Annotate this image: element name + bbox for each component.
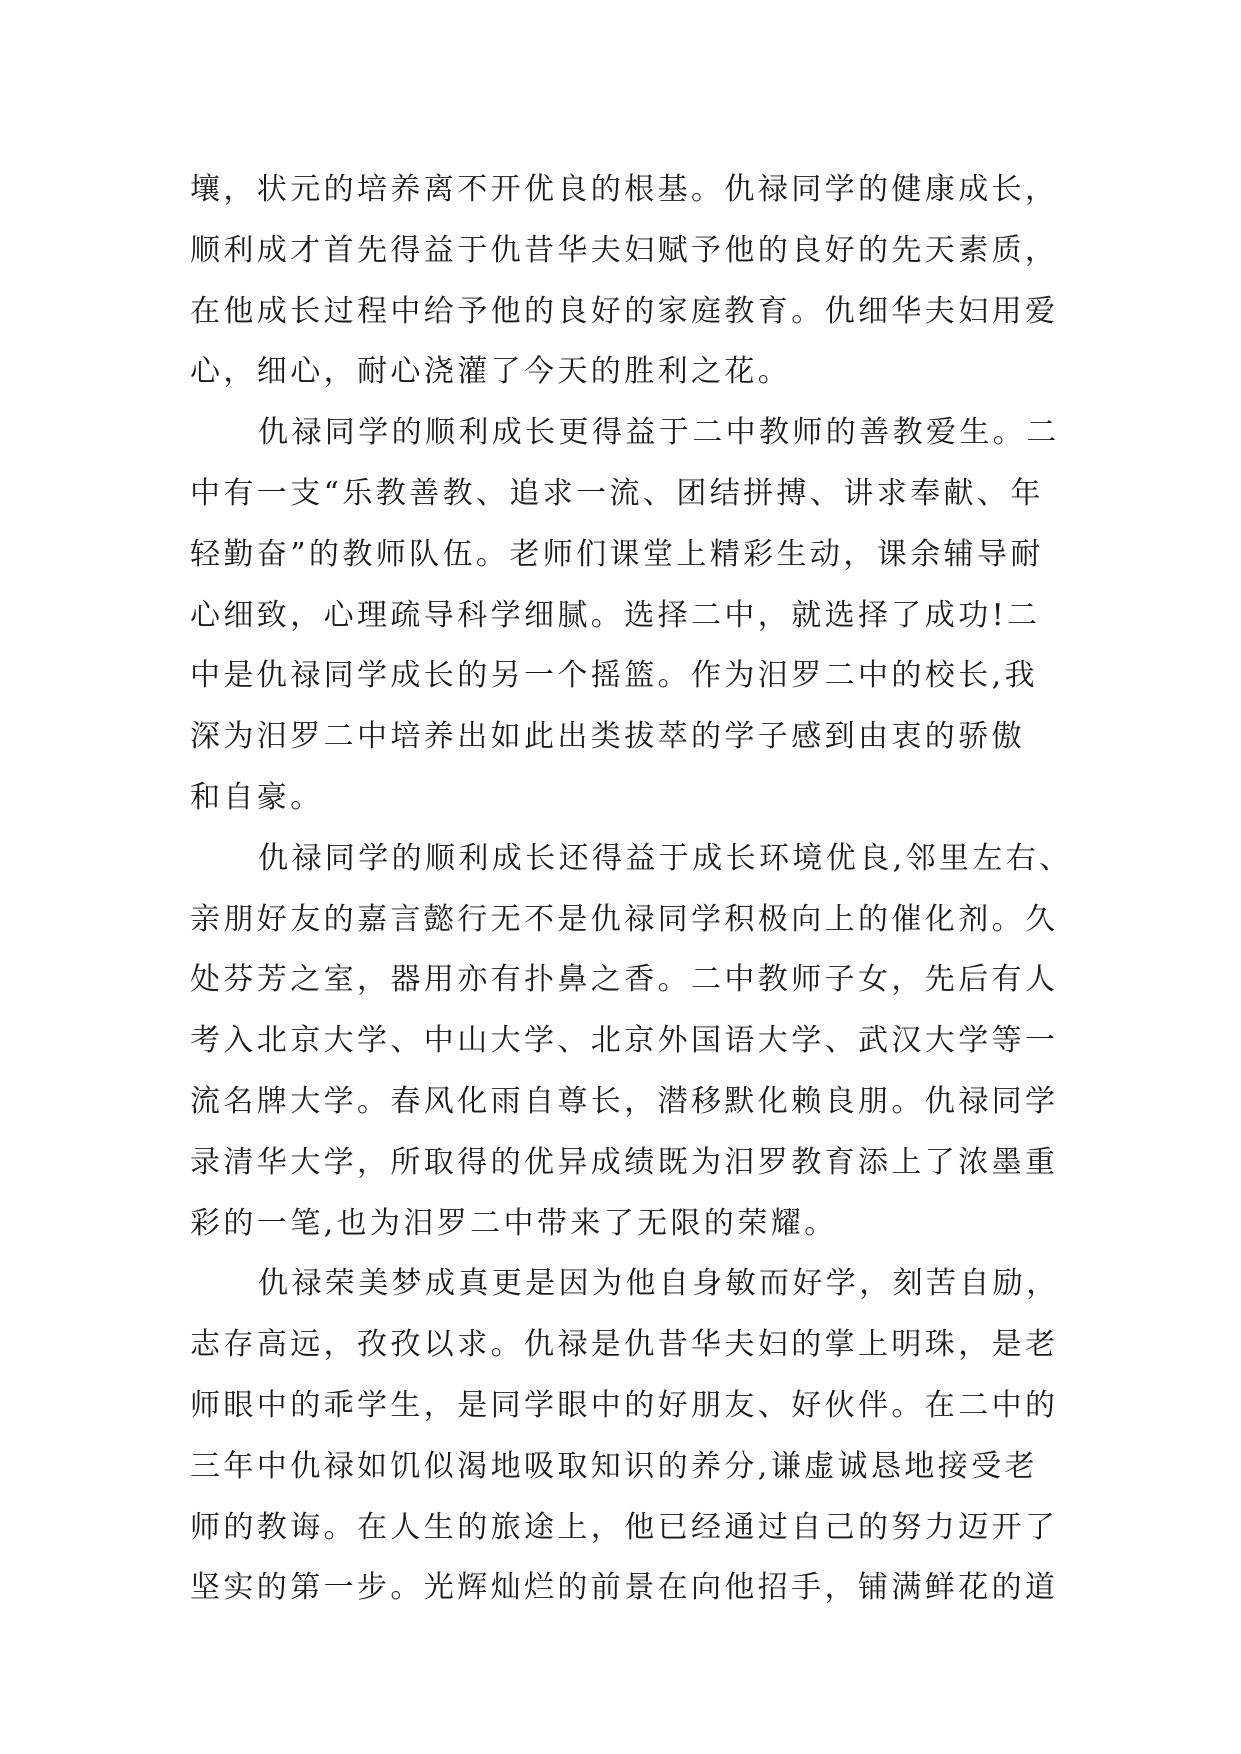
paragraph-line: 深为汨罗二中培养出如此出类拔萃的学子感到由衷的骄傲 (190, 719, 1025, 755)
paragraph-line: 流名牌大学。春风化雨自尊长，潜移默化赖良朋。仇禄同学 (190, 1083, 1059, 1119)
paragraph-line: 考入北京大学、中山大学、北京外国语大学、武汉大学等一 (190, 1023, 1059, 1059)
paragraph-line: 志存高远，孜孜以求。仇禄是仇昔华夫妇的掌上明珠，是老 (190, 1327, 1059, 1363)
paragraph-line: 亲朋好友的嘉言懿行无不是仇禄同学积极向上的催化剂。久 (190, 901, 1059, 937)
paragraph-line: 三年中仇禄如饥似渴地吸取知识的养分,谦虚诚恳地接受老 (190, 1448, 1038, 1484)
paragraph-2 (190, 403, 1070, 829)
paragraph-line: 仇禄同学的顺利成长更得益于二中教师的善教爱生。二 (258, 415, 1060, 451)
paragraph-1 (190, 160, 1070, 403)
paragraph-line: 彩的一笔,也为汨罗二中带来了无限的荣耀。 (190, 1205, 838, 1241)
paragraph-line: 师的教诲。在人生的旅途上，他已经通过自己的努力迈开了 (190, 1509, 1059, 1545)
document-body (190, 160, 1073, 1619)
paragraph-3 (190, 829, 1073, 1255)
paragraph-line: 录清华大学，所取得的优异成绩既为汨罗教育添上了浓墨重 (190, 1144, 1059, 1180)
paragraph-line: 中是仇禄同学成长的另一个摇篮。作为汨罗二中的校长,我 (190, 658, 1038, 694)
paragraph-line: 心细致，心理疏导科学细腻。选择二中，就选择了成功!二 (190, 597, 1041, 633)
paragraph-line: 仇禄荣美梦成真更是因为他自身敏而好学，刻苦自励， (258, 1266, 1060, 1302)
paragraph-line: 坚实的第一步。光辉灿烂的前景在向他招手，铺满鲜花的道 (190, 1570, 1059, 1606)
paragraph-line: 在他成长过程中给予他的良好的家庭教育。仇细华夫妇用爱 (190, 293, 1059, 329)
paragraph-line: 和自豪。 (190, 779, 324, 815)
paragraph-line: 师眼中的乖学生，是同学眼中的好朋友、好伙伴。在二中的 (190, 1387, 1059, 1423)
paragraph-line: 处芬芳之室，器用亦有扑鼻之香。二中教师子女，先后有人 (190, 962, 1059, 998)
paragraph-line: 中有一支“乐教善教、追求一流、团结拼搏、讲求奉献、年 (190, 475, 1044, 511)
paragraph-line: 心，细心，耐心浇灌了今天的胜利之花。 (190, 354, 792, 390)
paragraph-4 (190, 1254, 1070, 1619)
paragraph-line: 仇禄同学的顺利成长还得益于成长环境优良,邻里左右、 (258, 840, 1073, 876)
paragraph-line: 轻勤奋”的教师队伍。老师们课堂上精彩生动，课余辅导耐 (190, 536, 1044, 572)
paragraph-line: 壤，状元的培养离不开优良的根基。仇禄同学的健康成长， (190, 172, 1059, 207)
paragraph-line: 顺利成才首先得益于仇昔华夫妇赋予他的良好的先天素质， (190, 232, 1059, 268)
